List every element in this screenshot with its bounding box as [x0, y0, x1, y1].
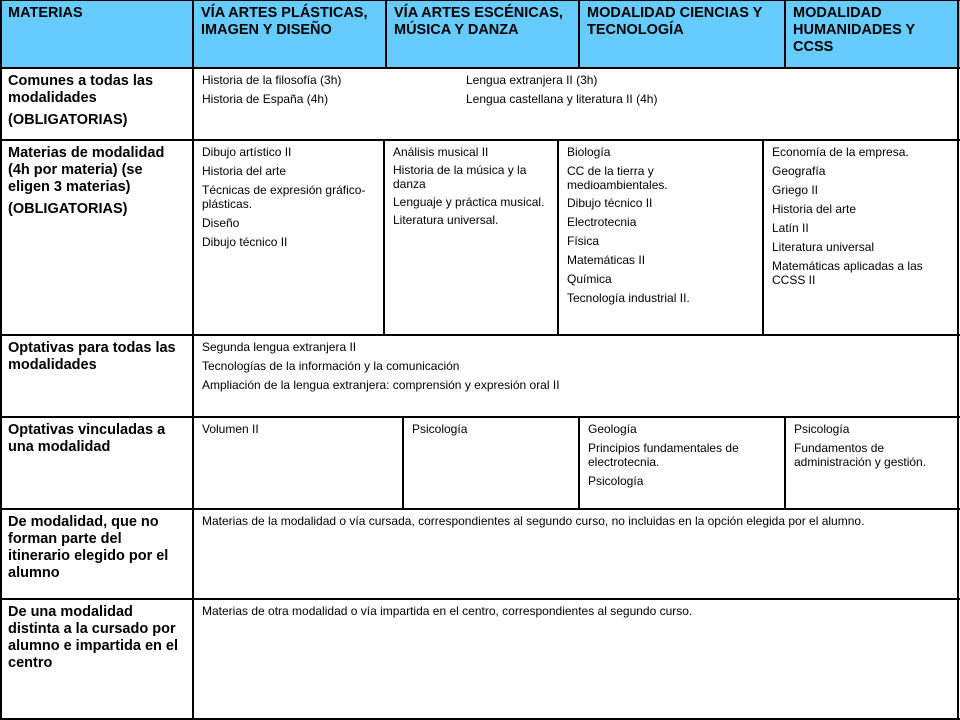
- optativas-vinculadas-ciencias: [579, 416, 785, 508]
- list-item: Fundamentos de administración y gestión.: [794, 441, 927, 469]
- list-item: Historia de España (4h): [202, 92, 329, 106]
- grid-line: [784, 416, 786, 508]
- grid-line: [0, 508, 960, 510]
- list-item: Diseño: [202, 216, 240, 230]
- optativas-vinculadas-plasticas: [193, 416, 403, 508]
- header-materias: MATERIAS: [0, 0, 193, 67]
- grid-line: [784, 0, 786, 67]
- list-item: Biología: [567, 145, 611, 159]
- list-item: Historia de la filosofía (3h): [202, 73, 342, 87]
- modalidad-plasticas: [193, 139, 384, 334]
- de-modalidad-text: Materias de la modalidad o vía cursada, correspondientes al segundo curso, no incluidas en la opción elegida por el alumno.: [202, 514, 865, 528]
- comunes-col1: [193, 67, 457, 139]
- grid-line: [0, 139, 960, 141]
- grid-line: [402, 416, 404, 508]
- row-label-optativas-vinculadas: Optativas vinculadas a una modalidad: [8, 422, 166, 455]
- grid-line: [0, 598, 960, 600]
- list-item: Griego II: [772, 183, 819, 197]
- list-item: Geología: [588, 422, 637, 436]
- list-item: Matemáticas II: [567, 253, 646, 267]
- list-item: Latín II: [772, 221, 809, 235]
- list-item: Principios fundamentales de electrotecnia.: [588, 441, 739, 469]
- list-item: Dibujo artístico II: [202, 145, 292, 159]
- otra-modalidad-text: Materias de otra modalidad o vía impartida en el centro, correspondientes al segundo curso.: [202, 604, 693, 618]
- grid-line: [0, 0, 2, 720]
- grid-line: [578, 0, 580, 67]
- comunes-col2: [457, 67, 957, 139]
- modalidad-ciencias: [558, 139, 763, 334]
- list-item: Tecnologías de la información y la comunicación: [202, 359, 460, 373]
- header-artes-escenicas: VÍA ARTES ESCÉNICAS, MÚSICA Y DANZA: [386, 0, 579, 67]
- grid-line: [957, 0, 959, 720]
- grid-line: [762, 139, 764, 334]
- list-item: Ampliación de la lengua extranjera: comprensión y expresión oral II: [202, 378, 560, 392]
- list-item: Economía de la empresa.: [772, 145, 909, 159]
- list-item: Electrotecnia: [567, 215, 637, 229]
- row-label-optativas-todas: Optativas para todas las modalidades: [8, 340, 176, 373]
- row-label-de-modalidad: De modalidad, que no forman parte del itinerario elegido por el alumno: [8, 514, 169, 581]
- grid-line: [0, 416, 960, 418]
- list-item: Lengua castellana y literatura II (4h): [466, 92, 658, 106]
- row-label-comunes: Comunes a todas las modalidades (OBLIGATORIAS): [8, 73, 154, 128]
- modalidad-humanidades: [763, 139, 957, 334]
- grid-line: [385, 0, 387, 67]
- list-item: Segunda lengua extranjera II: [202, 340, 357, 354]
- header-artes-plasticas: VÍA ARTES PLÁSTICAS, IMAGEN Y DISEÑO: [193, 0, 386, 67]
- list-item: Análisis musical II: [393, 145, 489, 159]
- row-label-otra-modalidad: De una modalidad distinta a la cursado por alumno e impartida en el centro: [8, 604, 179, 671]
- list-item: Psicología: [588, 474, 644, 488]
- header-ciencias: MODALIDAD CIENCIAS Y TECNOLOGÍA: [579, 0, 785, 67]
- list-item: Física: [567, 234, 600, 248]
- list-item: Literatura universal.: [393, 213, 499, 227]
- list-item: Literatura universal: [772, 240, 875, 254]
- list-item: Lengua extranjera II (3h): [466, 73, 598, 87]
- optativas-vinculadas-escenicas: [403, 416, 579, 508]
- grid-line: [383, 139, 385, 334]
- modalidad-escenicas: [384, 139, 558, 334]
- list-item: Lenguaje y práctica musical.: [393, 195, 545, 209]
- list-item: Volumen II: [202, 422, 259, 436]
- list-item: Historia de la música y la danza: [393, 163, 527, 191]
- grid-line: [192, 0, 194, 720]
- list-item: Psicología: [412, 422, 468, 436]
- list-item: Historia del arte: [772, 202, 857, 216]
- list-item: CC de la tierra y medioambientales.: [567, 164, 668, 192]
- row-label-modalidad: Materias de modalidad (4h por materia) (se eligen 3 materias) (OBLIGATORIAS): [8, 145, 165, 217]
- list-item: Técnicas de expresión gráfico-plásticas.: [202, 183, 366, 211]
- header-humanidades: MODALIDAD HUMANIDADES Y CCSS: [785, 0, 960, 67]
- optativas-vinculadas-humanidades: [785, 416, 957, 508]
- optativas-todas-list: [193, 334, 957, 416]
- list-item: Matemáticas aplicadas a las CCSS II: [772, 259, 923, 287]
- list-item: Dibujo técnico II: [567, 196, 653, 210]
- list-item: Historia del arte: [202, 164, 287, 178]
- list-item: Geografía: [772, 164, 826, 178]
- list-item: Química: [567, 272, 612, 286]
- list-item: Dibujo técnico II: [202, 235, 288, 249]
- grid-line: [0, 0, 960, 1]
- grid-line: [557, 139, 559, 334]
- list-item: Tecnología industrial II.: [567, 291, 690, 305]
- grid-line: [0, 67, 960, 69]
- grid-line: [578, 416, 580, 508]
- list-item: Psicología: [794, 422, 850, 436]
- grid-line: [0, 334, 960, 336]
